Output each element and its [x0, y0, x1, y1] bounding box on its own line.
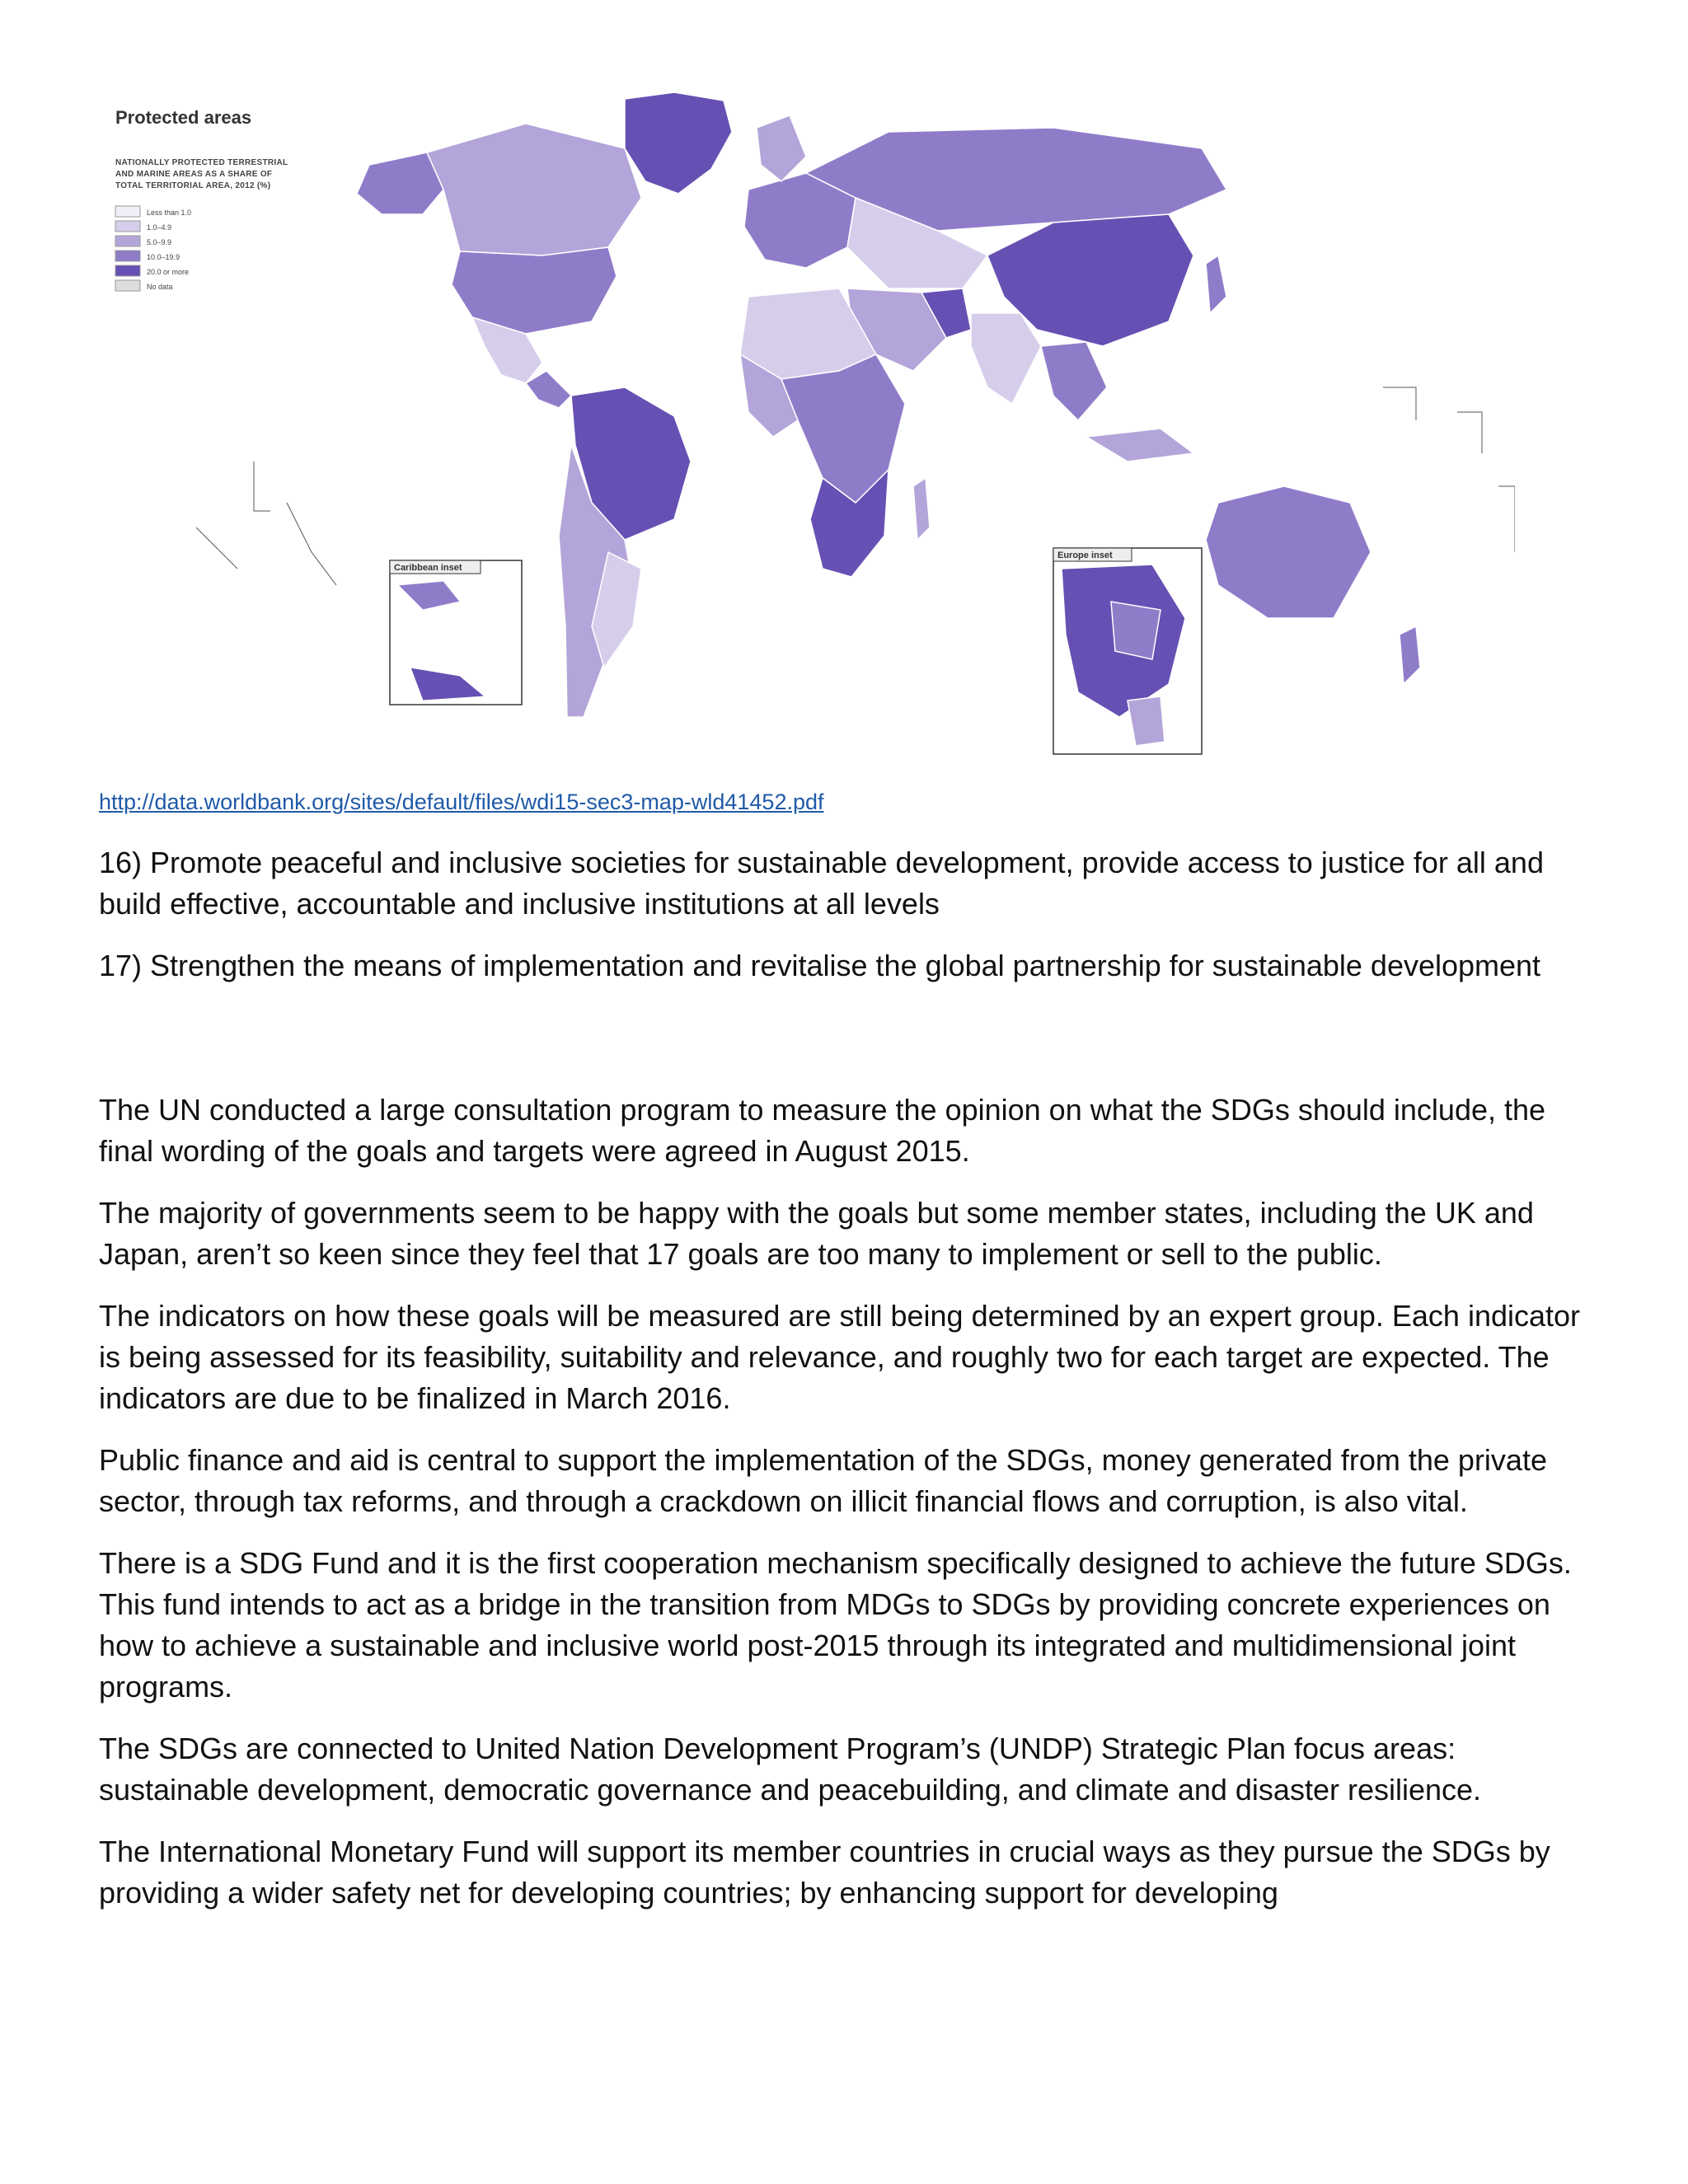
region-japan — [1206, 255, 1226, 313]
legend-swatch-0 — [115, 206, 140, 217]
region-greenland — [625, 92, 732, 194]
legend-swatch-4 — [115, 265, 140, 276]
region-indonesia — [1086, 429, 1193, 462]
map-subtitle-line-1: NATIONALLY PROTECTED TERRESTRIAL — [115, 158, 288, 167]
legend-swatch-3 — [115, 251, 140, 261]
europe-inset-region — [1111, 602, 1160, 659]
map-subtitle-line-3: TOTAL TERRITORIAL AREA, 2012 (%) — [115, 181, 271, 190]
europe-inset-title: Europe inset — [1057, 551, 1113, 560]
region-new-zealand — [1400, 626, 1420, 684]
legend-label-0: Less than 1.0 — [147, 209, 192, 217]
legend-swatch-2 — [115, 236, 140, 246]
body-paragraph: The UN conducted a large consultation program to measure the opinion on what the SDGs should include, the final wording of the goals and targets were agreed in August 2015. — [99, 1093, 1546, 1168]
protected-areas-map — [97, 91, 1515, 766]
body-paragraph: The majority of governments seem to be happy with the goals but some member states, including the UK and Japan, aren’t so keen since they feel that 17 goals are too many to implement or sell to the public. — [99, 1196, 1534, 1271]
region-australia — [1206, 486, 1371, 618]
region-india — [971, 313, 1041, 404]
paragraph-spacer — [99, 1007, 1599, 1090]
map-legend — [115, 206, 191, 291]
map-title: Protected areas — [115, 107, 252, 128]
world-map-svg — [97, 91, 1515, 766]
europe-inset — [1053, 548, 1202, 754]
region-scandinavia — [757, 115, 806, 181]
document-body — [99, 842, 1599, 1934]
body-paragraph: The International Monetary Fund will support its member countries in crucial ways as they pursue the SDGs by providing a wider safety net for developing countries; by enhancing support for developing — [99, 1835, 1550, 1910]
caribbean-inset-title: Caribbean inset — [394, 563, 462, 573]
goal-16-paragraph: 16) Promote peaceful and inclusive societies for sustainable development, provide access to justice for all and build effective, accountable and inclusive institutions at all levels — [99, 846, 1544, 921]
body-paragraph: The indicators on how these goals will be measured are still being determined by an expert group. Each indicator is being assessed for its feasibility, suitability and relevance, and roughly two for each target are expected. The indicators are due to be finalized in March 2016. — [99, 1299, 1581, 1415]
source-link[interactable]: http://data.worldbank.org/sites/default/files/wdi15-sec3-map-wld41452.pdf — [99, 790, 824, 814]
legend-label-1: 1.0–4.9 — [147, 223, 172, 232]
region-canada — [427, 124, 641, 255]
legend-label-5: No data — [147, 283, 173, 291]
caribbean-inset — [390, 560, 522, 705]
map-subtitle-line-2: AND MARINE AREAS AS A SHARE OF — [115, 170, 273, 179]
legend-label-4: 20.0 or more — [147, 268, 190, 276]
legend-label-3: 10.0–19.9 — [147, 253, 181, 261]
legend-swatch-1 — [115, 221, 140, 232]
region-central-america — [526, 371, 571, 408]
goal-17-paragraph: 17) Strengthen the means of implementation and revitalise the global partnership for sustainable development — [99, 949, 1541, 982]
body-paragraph: There is a SDG Fund and it is the first cooperation mechanism specifically designed to achieve the future SDGs. This fund intends to act as a bridge in the transition from MDGs to SDGs by providing concrete experiences on how to achieve a sustainable and inclusive world post-2015 through its integrated and multidimensional joint programs. — [99, 1546, 1572, 1704]
body-paragraph: Public finance and aid is central to support the implementation of the SDGs, money generated from the private sector, through tax reforms, and through a crackdown on illicit financial flows and corruption, is also vital. — [99, 1443, 1547, 1518]
legend-swatch-5 — [115, 280, 140, 291]
region-southeast-asia — [1041, 342, 1107, 420]
legend-label-2: 5.0–9.9 — [147, 238, 172, 246]
body-paragraph: The SDGs are connected to United Nation Development Program’s (UNDP) Strategic Plan focus areas: sustainable development, democratic governance and peacebuilding, and climate and disaster resilience. — [99, 1732, 1482, 1807]
region-madagascar — [913, 478, 930, 540]
